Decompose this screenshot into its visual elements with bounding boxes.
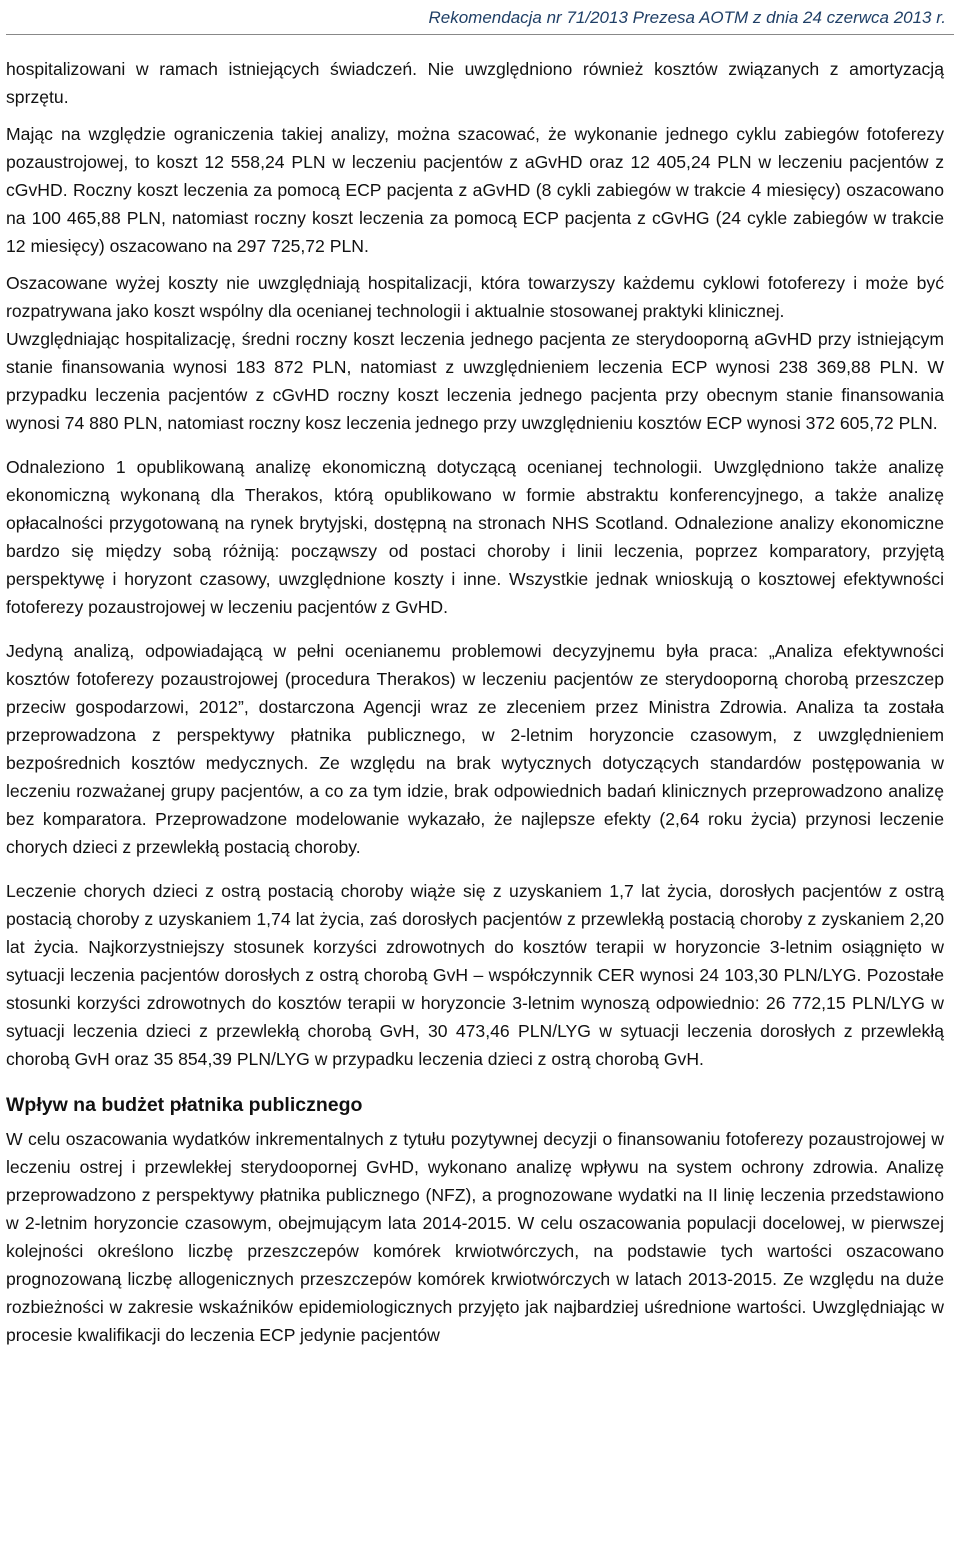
- header-divider: [6, 34, 954, 35]
- paragraph-main-analysis: Jedyną analizą, odpowiadającą w pełni ocenianemu problemowi decyzyjnemu była praca: „Analiza efektywności kosztów fotoferezy pozaustrojowej (procedura Therakos) w leczeniu pacjentów ze sterydooporną chorobą przeszczep przeciw gospodarzowi, 2012”, dostarczona Agencji wraz ze zleceniem przez Ministra Zdrowia. Analiza ta została przeprowadzona z perspektywy płatnika publicznego, w 2-letnim horyzoncie czasowym, z uwzględnieniem bezpośrednich kosztów medycznych. Ze względu na brak wytycznych dotyczących standardów postępowania w leczeniu rozważanej grupy pacjentów, a co za tym idzie, brak odpowiednich badań klinicznych przeprowadzono analizę bez komparatora. Przeprowadzone modelowanie wykazało, że najlepsze efekty (2,64 roku życia) przynosi leczenie chorych dzieci z przewlekłą postacią choroby.: [6, 641, 944, 857]
- paragraph-economic-analyses: Odnaleziono 1 opublikowaną analizę ekonomiczną dotyczącą ocenianej technologii. Uwzględniono także analizę ekonomiczną wykonaną dla Therakos, którą opublikowano w formie abstraktu konferencyjnego, a także analizę opłacalności przygotowaną na rynek brytyjski, dostępną na stronach NHS Scotland. Odnalezione analizy ekonomiczne bardzo się między sobą różniją: począwszy od postaci choroby i linii leczenia, poprzez komparatory, przyjętą perspektywę i horyzont czasowy, uwzględnione koszty i inne. Wszystkie jednak wnioskują o kosztowej efektywności fotoferezy pozaustrojowej w leczeniu pacjentów z GvHD.: [6, 457, 944, 617]
- paragraph-life-years: Leczenie chorych dzieci z ostrą postacią choroby wiąże się z uzyskaniem 1,7 lat życia, dorosłych pacjentów z ostrą postacią choroby z uzyskaniem 1,74 lat życia, zaś dorosłych pacjentów z przewlekłą postacią choroby z zyskaniem 2,20 lat życia. Najkorzystniejszy stosunek korzyści zdrowotnych do kosztów terapii w horyzoncie 3-letnim osiągnięto w sytuacji leczenia pacjentów dorosłych z ostrą chorobą GvH – współczynnik CER wynosi 24 103,30 PLN/LYG. Pozostałe stosunki korzyści zdrowotnych do kosztów terapii w horyzoncie 3-letnim wynoszą odpowiednio: 26 772,15 PLN/LYG w sytuacji leczenia dzieci z przewlekłą chorobą GvH, 30 473,46 PLN/LYG w sytuacji leczenia dorosłych z przewlekłą chorobą GvH oraz 35 854,39 PLN/LYG w przypadku leczenia dzieci z ostrą chorobą GvH.: [6, 881, 944, 1069]
- paragraph-cycle-cost: Mając na względzie ograniczenia takiej analizy, można szacować, że wykonanie jednego cyklu zabiegów fotoferezy pozaustrojowej, to koszt 12 558,24 PLN w leczeniu pacjentów z aGvHD oraz 12 405,24 PLN w leczeniu pacjentów z cGvHD. Roczny koszt leczenia za pomocą ECP pacjenta z aGvHD (8 cykli zabiegów w trakcie 4 miesięcy) oszacowano na 100 465,88 PLN, natomiast roczny koszt leczenia za pomocą ECP pacjenta z cGvHG (24 cykle zabiegów w trakcie 12 miesięcy) oszacowano na 297 725,72 PLN.: [6, 124, 944, 256]
- section-heading-budget: Wpływ na budżet płatnika publicznego: [6, 1094, 363, 1116]
- document-header: Rekomendacja nr 71/2013 Prezesa AOTM z dnia 24 czerwca 2013 r.: [428, 8, 946, 27]
- document-body: [6, 55, 944, 1349]
- paragraph-annual-cost: Uwzględniając hospitalizację, średni roczny koszt leczenia jednego pacjenta ze sterydooporną aGvHD przy istniejącym stanie finansowania wynosi 183 872 PLN, natomiast z uwzględnieniem leczenia ECP wynosi 238 369,88 PLN. W przypadku leczenia pacjentów z cGvHD roczny koszt leczenia jednego pacjenta przy obecnym stanie finansowania wynosi 74 880 PLN, natomiast roczny kosz leczenia jednego przy uwzględnieniu kosztów ECP wynosi 372 605,72 PLN.: [6, 329, 944, 433]
- paragraph-hospitalization-cost: Oszacowane wyżej koszty nie uwzględniają hospitalizacji, która towarzyszy każdemu cyklowi fotoferezy i może być rozpatrywana jako koszt wspólny dla ocenianej technologii i aktualnie stosowanej praktyki klinicznej.: [6, 273, 944, 321]
- paragraph-hospitalization-note: hospitalizowani w ramach istniejących świadczeń. Nie uwzględniono również kosztów związanych z amortyzacją sprzętu.: [6, 59, 944, 107]
- paragraph-budget-impact: W celu oszacowania wydatków inkrementalnych z tytułu pozytywnej decyzji o finansowaniu fotoferezy pozaustrojowej w leczeniu ostrej i przewlekłej sterydoopornej GvHD, wykonano analizę wpływu na system ochrony zdrowia. Analizę przeprowadzono z perspektywy płatnika publicznego (NFZ), a prognozowane wydatki na II linię leczenia przedstawiono w 2-letnim horyzoncie czasowym, obejmującym lata 2014-2015. W celu oszacowania populacji docelowej, w pierwszej kolejności określono liczbę przeszczepów komórek krwiotwórczych, na podstawie tych wartości oszacowano prognozowaną liczbę allogenicznych przeszczepów komórek krwiotwórczych w latach 2013-2015. Ze względu na duże rozbieżności w zakresie wskaźników epidemiologicznych przyjęto jak najbardziej uśrednione wartości. Uwzględniając w procesie kwalifikacji do leczenia ECP jedynie pacjentów: [6, 1129, 944, 1345]
